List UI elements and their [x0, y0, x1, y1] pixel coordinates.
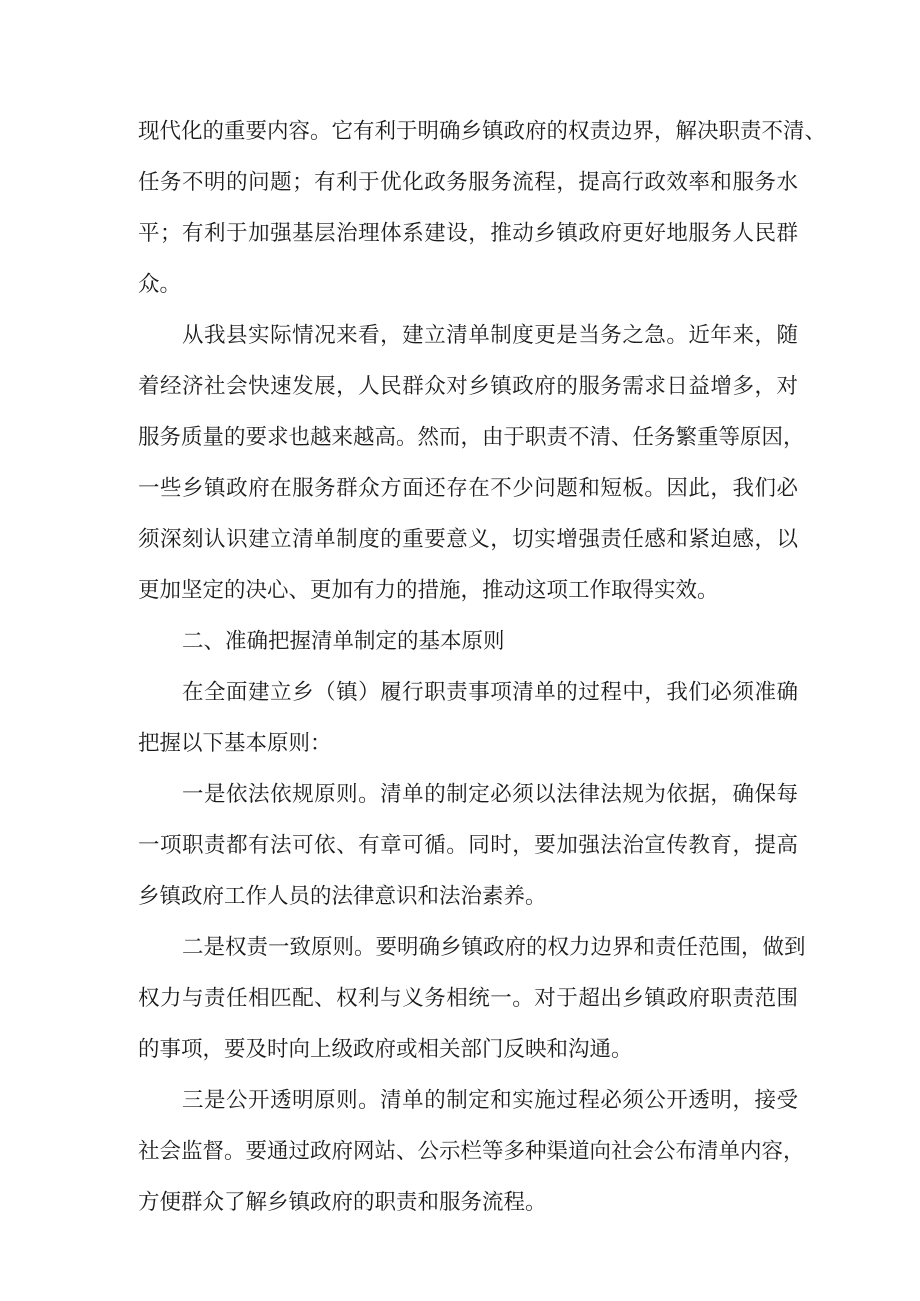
text-line: 平；有利于加强基层治理体系建设，推动乡镇政府更好地服务人民群 — [138, 221, 798, 246]
text-line: 的事项，要及时向上级政府或相关部门反映和沟通。 — [138, 1037, 633, 1062]
text-line: 把握以下基本原则： — [138, 731, 332, 756]
text-line: 一是依法依规原则。清单的制定必须以法律法规为依据，确保每 — [182, 782, 798, 807]
text-line: 着经济社会快速发展，人民群众对乡镇政府的服务需求日益增多，对 — [138, 374, 798, 399]
text-line: 从我县实际情况来看，建立清单制度更是当务之急。近年来，随 — [182, 323, 798, 348]
text-line: 众。 — [138, 272, 182, 297]
section-heading: 二、准确把握清单制定的基本原则 — [182, 629, 505, 654]
text-line: 方便群众了解乡镇政府的职责和服务流程。 — [138, 1190, 547, 1215]
text-line: 一些乡镇政府在服务群众方面还存在不少问题和短板。因此，我们必 — [138, 476, 798, 501]
text-line: 在全面建立乡（镇）履行职责事项清单的过程中，我们必须准确 — [182, 680, 798, 705]
text-line: 三是公开透明原则。清单的制定和实施过程必须公开透明，接受 — [182, 1088, 798, 1113]
text-line: 更加坚定的决心、更加有力的措施，推动这项工作取得实效。 — [138, 578, 719, 603]
text-line: 须深刻认识建立清单制度的重要意义，切实增强责任感和紧迫感，以 — [138, 527, 798, 552]
text-line: 任务不明的问题；有利于优化政务服务流程，提高行政效率和服务水 — [138, 170, 798, 195]
text-line: 社会监督。要通过政府网站、公示栏等多种渠道向社会公布清单内容， — [138, 1139, 805, 1164]
text-line: 乡镇政府工作人员的法律意识和法治素养。 — [138, 884, 547, 909]
text-line: 权力与责任相匹配、权利与义务相统一。对于超出乡镇政府职责范围 — [138, 986, 798, 1011]
text-line: 二是权责一致原则。要明确乡镇政府的权力边界和责任范围，做到 — [182, 935, 806, 960]
text-line: 服务质量的要求也越来越高。然而，由于职责不清、任务繁重等原因， — [138, 425, 805, 450]
text-line: 现代化的重要内容。它有利于明确乡镇政府的权责边界，解决职责不清、 — [138, 119, 827, 144]
text-line: 一项职责都有法可依、有章可循。同时，要加强法治宣传教育，提高 — [138, 833, 798, 858]
